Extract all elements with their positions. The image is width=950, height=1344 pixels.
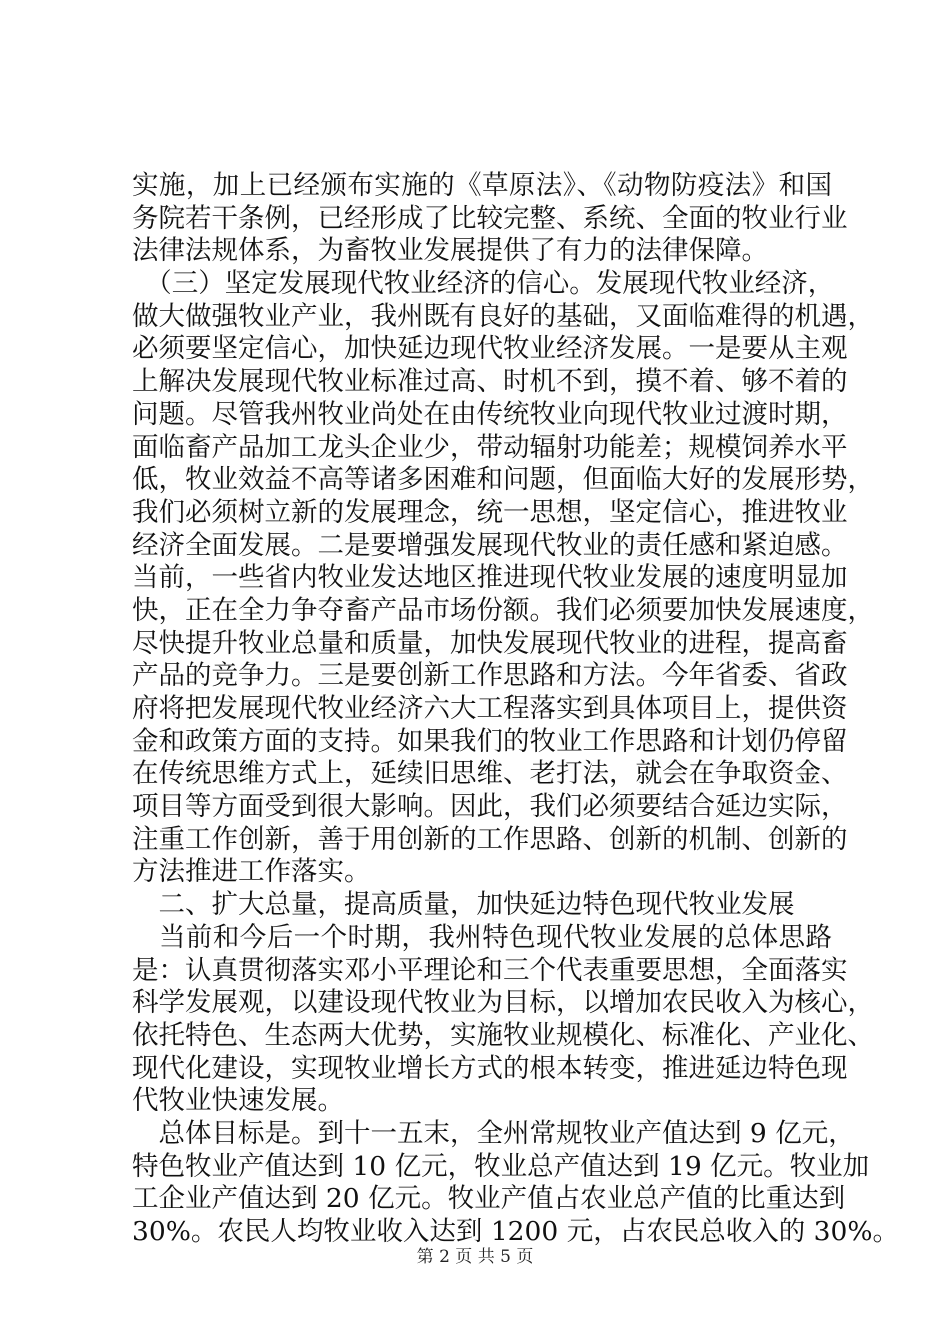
text-line: 是：认真贯彻落实邓小平理论和三个代表重要思想，全面落实 — [132, 954, 848, 986]
text-line: 我们必须树立新的发展理念，统一思想，坚定信心，推进牧业 — [132, 496, 848, 528]
text-line: 总体目标是。到十一五末，全州常规牧业产值达到 9 亿元， — [132, 1117, 855, 1149]
text-line: 特色牧业产值达到 10 亿元，牧业总产值达到 19 亿元。牧业加 — [132, 1150, 870, 1182]
text-line: 低，牧业效益不高等诸多困难和问题，但面临大好的发展形势， — [132, 464, 874, 496]
text-line: 现代化建设，实现牧业增长方式的根本转变，推进延边特色现 — [132, 1052, 848, 1084]
text-line: 30%。农民人均牧业收入达到 1200 元，占农民总收入的 30%。 — [132, 1216, 900, 1247]
text-line: 代牧业快速发展。 — [132, 1085, 344, 1117]
text-line: 必须要坚定信心，加快延边现代牧业经济发展。一是要从主观 — [132, 333, 848, 365]
text-line: 问题。尽管我州牧业尚处在由传统牧业向现代牧业过渡时期， — [132, 398, 848, 430]
text-line: 二、扩大总量，提高质量，加快延边特色现代牧业发展 — [132, 889, 795, 921]
text-line: 产品的竞争力。三是要创新工作思路和方法。今年省委、省政 — [132, 660, 848, 692]
page-footer: 第 2 页 共 5 页 — [416, 1247, 534, 1267]
text-line: 依托特色、生态两大优势，实施牧业规模化、标准化、产业化、 — [132, 1019, 874, 1051]
text-line: 务院若干条例，已经形成了比较完整、系统、全面的牧业行业 — [132, 202, 848, 234]
text-line: 方法推进工作落实。 — [132, 856, 371, 888]
text-line: 项目等方面受到很大影响。因此，我们必须要结合延边实际， — [132, 791, 848, 823]
text-line: （三）坚定发展现代牧业经济的信心。发展现代牧业经济， — [132, 268, 835, 300]
text-line: 府将把发展现代牧业经济六大工程落实到具体项目上，提供资 — [132, 693, 848, 724]
text-line: 工企业产值达到 20 亿元。牧业产值占农业总产值的比重达到 — [132, 1183, 846, 1215]
text-line: 注重工作创新，善于用创新的工作思路、创新的机制、创新的 — [132, 823, 848, 855]
text-line: 金和政策方面的支持。如果我们的牧业工作思路和计划仍停留 — [132, 725, 848, 757]
text-line: 尽快提升牧业总量和质量，加快发展现代牧业的进程，提高畜 — [132, 627, 848, 659]
document-body — [132, 170, 900, 1249]
text-line: 在传统思维方式上，延续旧思维、老打法，就会在争取资金、 — [132, 758, 848, 790]
text-line: 科学发展观，以建设现代牧业为目标，以增加农民收入为核心， — [132, 987, 874, 1019]
text-line: 实施，加上已经颁布实施的《草原法》、《动物防疫法》和国 — [132, 170, 832, 201]
text-line: 快，正在全力争夺畜产品市场份额。我们必须要加快发展速度， — [132, 594, 874, 626]
text-line: 做大做强牧业产业，我州既有良好的基础，又面临难得的机遇， — [132, 300, 874, 332]
text-line: 当前，一些省内牧业发达地区推进现代牧业发展的速度明显加 — [132, 562, 848, 594]
text-line: 当前和今后一个时期，我州特色现代牧业发展的总体思路 — [132, 921, 832, 953]
text-line: 法律法规体系，为畜牧业发展提供了有力的法律保障。 — [132, 235, 768, 267]
text-line: 面临畜产品加工龙头企业少，带动辐射功能差；规模饲养水平 — [132, 431, 848, 463]
text-line: 上解决发展现代牧业标准过高、时机不到，摸不着、够不着的 — [132, 366, 848, 398]
text-line: 经济全面发展。二是要增强发展现代牧业的责任感和紧迫感。 — [132, 529, 848, 561]
